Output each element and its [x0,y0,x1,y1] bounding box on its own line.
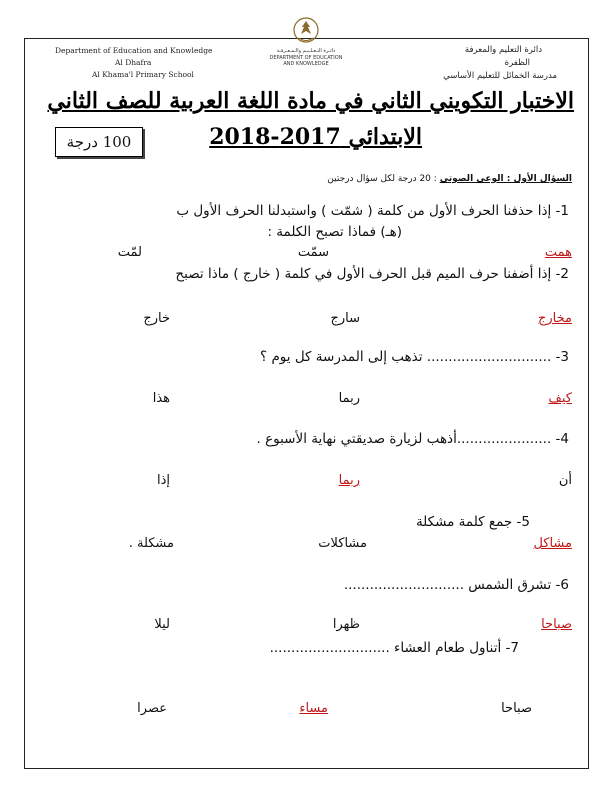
header-region-ar: الظفرة [504,58,530,68]
question-6-option-3[interactable]: ليلا [154,617,170,632]
question-7-line1: 7- أتناول طعام العشاء ............................ [269,640,519,656]
question-6-option-2[interactable]: ظهرا [332,617,360,632]
section-title: السؤال الأول : الوعي الصوتي [439,174,572,184]
question-5-option-2[interactable]: مشاكلات [318,536,367,551]
question-5-option-1[interactable]: مشاكل [533,536,572,551]
question-1-line2: (هـ) فماذا تصبح الكلمة : [267,224,402,240]
question-3-line1: 3- ............................. تذهب إلى المدرسة كل يوم ؟ [259,349,569,365]
logo-arabic-text: دائـرة التـعـلـيـم والـمـعـرفـة [276,48,336,54]
question-1-option-1[interactable]: همت [544,245,572,260]
question-1-option-2[interactable]: سمّت [297,245,329,260]
logo-english-line1: DEPARTMENT OF EDUCATION [269,55,343,61]
question-4-option-1[interactable]: أن [558,473,572,488]
question-7-option-3[interactable]: عصرا [137,701,167,716]
test-title-line2: الابتدائي 2017-2018 [209,124,422,150]
header-region-en: Al Dhafra [115,58,152,67]
question-7-option-2[interactable]: مساء [299,701,328,716]
question-6-option-1[interactable]: صباحا [541,617,572,632]
question-2-option-3[interactable]: خارج [143,311,170,326]
question-5-line1: 5- جمع كلمة مشكلة [415,514,530,530]
question-4-option-2[interactable]: ربما [338,473,360,488]
emblem-logo [292,16,320,46]
question-3-option-2[interactable]: ربما [338,391,360,406]
header-department-ar: دائرة التعليم والمعرفة [464,45,542,55]
question-2-option-1[interactable]: مخارج [538,311,572,326]
question-5-option-3[interactable]: مشكلة . [128,536,174,551]
question-6-line1: 6- تشرق الشمس ............................ [343,577,569,593]
question-7-option-1[interactable]: صباحا [501,701,532,716]
total-grade-box: 100 درجة [55,127,143,157]
question-4-line1: 4- ......................أذهب لزيارة صديقتي نهاية الأسبوع . [256,431,569,447]
section-heading [327,174,572,184]
question-4-option-3[interactable]: إذا [156,473,170,488]
section-note: : 20 درجة لكل سؤال درجتين [327,174,437,184]
question-3-option-3[interactable]: هذا [152,391,170,406]
header-department-en: Department of Education and Knowledge [55,46,213,55]
header-school-ar: مدرسة الخمائل للتعليم الأساسي [443,71,557,81]
logo-english-line2: AND KNOWLEDGE [283,61,329,67]
question-1-line1: 1- إذا حذفنا الحرف الأول من كلمة ( شمّت ) واستبدلنا الحرف الأول ب [176,203,569,219]
question-3-option-1[interactable]: كيف [548,391,572,406]
question-2-option-2[interactable]: سارج [330,311,360,326]
falcon-emblem-icon [292,16,320,46]
question-1-option-3[interactable]: لمّت [117,245,142,260]
test-title-line1: الاختبار التكويني الثاني في مادة اللغة العربية للصف الثاني [47,88,574,114]
question-2-line1: 2- إذا أضفنا حرف الميم قبل الحرف الأول في كلمة ( خارج ) ماذا تصبح [175,266,569,282]
header-school-en: Al Khama'l Primary School [92,70,194,79]
